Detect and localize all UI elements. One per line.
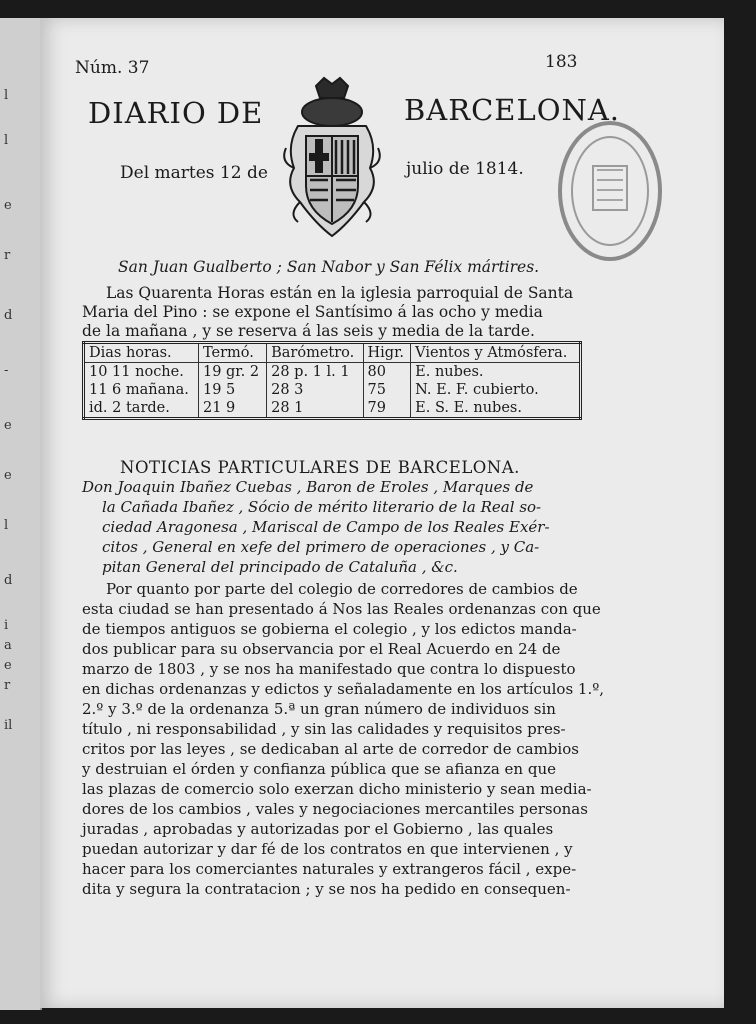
body-line: juradas , aprobadas y autorizadas por el Gobierno , las quales xyxy=(82,820,554,838)
margin-fragment: e xyxy=(4,468,12,483)
body-line: dores de los cambios , vales y negociaciones mercantiles personas xyxy=(82,800,588,818)
margin-fragment: - xyxy=(4,363,9,378)
left-page-edge xyxy=(0,18,42,1010)
cell: 28 3 xyxy=(267,381,363,399)
cell: id. 2 tarde. xyxy=(84,399,199,419)
margin-fragment: l xyxy=(4,88,9,103)
margin-fragment: r xyxy=(4,248,11,263)
table-header-row xyxy=(84,343,581,363)
body-line: hacer para los comerciantes naturales y extrangeros fácil , expe- xyxy=(82,860,577,878)
margin-fragment: e xyxy=(4,198,12,213)
body-line: dos publicar para su observancia por el Real Acuerdo en 24 de xyxy=(82,640,561,658)
margin-fragment: e xyxy=(4,418,12,433)
body-line: de tiempos antiguos se gobierna el colegio , y los edictos manda- xyxy=(82,620,577,638)
newspaper-page xyxy=(40,18,724,1008)
col-hygrometer: Higr. xyxy=(363,343,411,363)
col-thermometer: Termó. xyxy=(198,343,266,363)
cell: 80 xyxy=(363,363,411,382)
decree-line: pitan General del principado de Cataluña , &c. xyxy=(102,558,458,576)
page-number: 183 xyxy=(545,52,578,72)
cell: 75 xyxy=(363,381,411,399)
saints-of-the-day: San Juan Gualberto ; San Nabor y San Félix mártires. xyxy=(118,258,540,276)
cell: 28 p. 1 l. 1 xyxy=(267,363,363,382)
decree-line: la Cañada Ibañez , Sócio de mérito literario de la Real so- xyxy=(102,498,542,516)
body-line: puedan autorizar y dar fé de los contratos en que intervienen , y xyxy=(82,840,573,858)
body-line: las plazas de comercio solo exerzan dicho ministerio y sean media- xyxy=(82,780,592,798)
body-line: en dichas ordenanzas y edictos y señaladamente en los artículos 1.º, xyxy=(82,680,605,698)
body-line: título , ni responsabilidad , y sin las calidades y requisitos pres- xyxy=(82,720,566,738)
decree-line: Don Joaquin Ibañez Cuebas , Baron de Eroles , Marques de xyxy=(82,478,534,496)
margin-fragment: d xyxy=(4,573,13,588)
intro-line: Maria del Pino : se expone el Santísimo á las ocho y media xyxy=(82,303,543,321)
body-line: y destruian el órden y confianza pública que se afianza en que xyxy=(82,760,556,778)
margin-fragment: e xyxy=(4,658,12,673)
cell: 11 6 mañana. xyxy=(84,381,199,399)
margin-fragment: r xyxy=(4,678,11,693)
date-right: julio de 1814. xyxy=(406,159,524,179)
cell: 10 11 noche. xyxy=(84,363,199,382)
table-row xyxy=(84,399,581,419)
body-line: dita y segura la contratacion ; y se nos ha pedido en consequen- xyxy=(82,880,571,898)
issue-number: Núm. 37 xyxy=(75,58,150,78)
table-row xyxy=(84,381,581,399)
margin-fragment: d xyxy=(4,308,13,323)
body-line: 2.º y 3.º de la ordenanza 5.ª un gran número de individuos sin xyxy=(82,700,556,718)
decree-line: ciedad Aragonesa , Mariscal de Campo de los Reales Exér- xyxy=(102,518,550,536)
cell: E. S. E. nubes. xyxy=(411,399,581,419)
weather-table xyxy=(82,341,582,420)
col-barometer: Barómetro. xyxy=(267,343,363,363)
body-line: esta ciudad se han presentado á Nos las Reales ordenanzas con que xyxy=(82,600,601,618)
date-left: Del martes 12 de xyxy=(120,163,268,183)
section-heading: NOTICIAS PARTICULARES DE BARCELONA. xyxy=(120,458,520,477)
table-row xyxy=(84,363,581,382)
margin-fragment: il xyxy=(4,718,13,733)
margin-fragment: l xyxy=(4,518,9,533)
cell: E. nubes. xyxy=(411,363,581,382)
cell: 21 9 xyxy=(198,399,266,419)
library-stamp-icon xyxy=(555,118,665,264)
cell: 19 5 xyxy=(198,381,266,399)
body-line: critos por las leyes , se dedicaban al arte de corredor de cambios xyxy=(82,740,579,758)
coat-of-arms-icon xyxy=(276,76,388,244)
decree-line: citos , General en xefe del primero de operaciones , y Ca- xyxy=(102,538,540,556)
margin-fragment: l xyxy=(4,133,9,148)
cell: 79 xyxy=(363,399,411,419)
body-line: Por quanto por parte del colegio de corredores de cambios de xyxy=(106,580,578,598)
margin-fragment: a xyxy=(4,638,12,653)
intro-line: Las Quarenta Horas están en la iglesia parroquial de Santa xyxy=(106,284,574,302)
col-winds: Vientos y Atmósfera. xyxy=(411,343,581,363)
cell: N. E. F. cubierto. xyxy=(411,381,581,399)
cell: 28 1 xyxy=(267,399,363,419)
masthead-right: BARCELONA. xyxy=(404,93,621,127)
margin-fragment: i xyxy=(4,618,9,633)
col-days-hours: Dias horas. xyxy=(84,343,199,363)
masthead-left: DIARIO DE xyxy=(88,96,264,130)
body-line: marzo de 1803 , y se nos ha manifestado que contra lo dispuesto xyxy=(82,660,576,678)
cell: 19 gr. 2 xyxy=(198,363,266,382)
intro-line: de la mañana , y se reserva á las seis y media de la tarde. xyxy=(82,322,535,340)
